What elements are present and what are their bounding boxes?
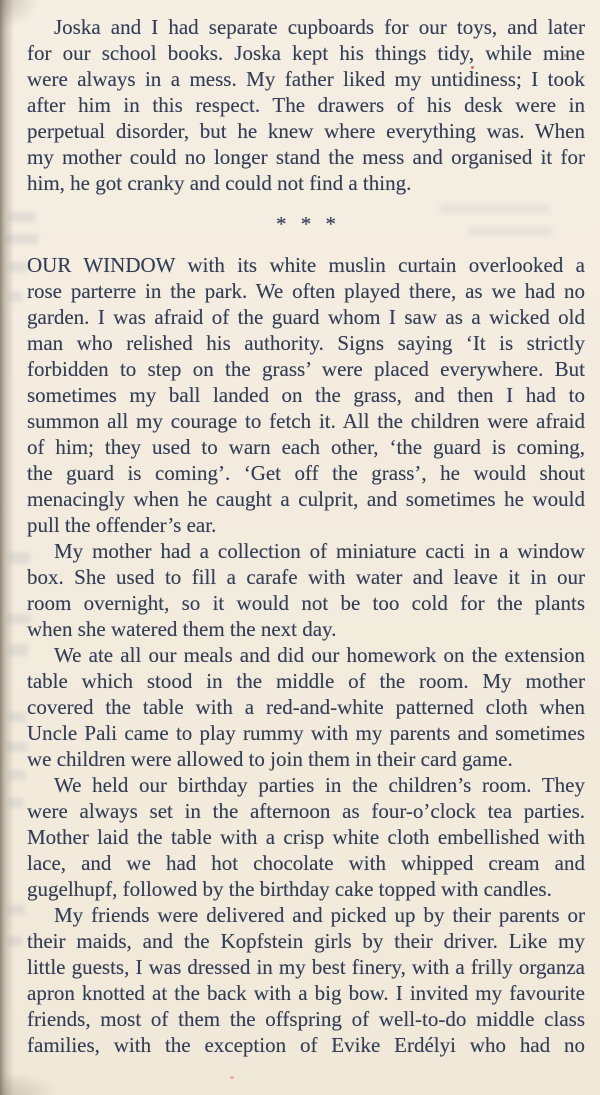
paragraph (27, 252, 585, 538)
text-line: We held our birthday parties in the children’s room. They (54, 773, 585, 797)
text-line: my mother could no longer stand the mess and organised it for (27, 145, 585, 169)
text-line: pull the offender’s ear. (27, 513, 217, 537)
paragraph (27, 772, 585, 902)
text-line: him, he got cranky and could not find a thing. (27, 171, 412, 195)
text-line: We ate all our meals and did our homework on the extension (54, 643, 585, 667)
text-line: rose parterre in the park. We often played there, as we had no (27, 279, 585, 303)
text-line: were always set in the afternoon as four-o’clock tea parties. (27, 799, 585, 823)
section-separator: * * * (276, 212, 336, 236)
text-line: sometimes my ball landed on the grass, and then I had to (27, 383, 585, 407)
page-text (27, 14, 585, 1058)
text-line: forbidden to step on the grass’ were placed everywhere. But (27, 357, 585, 381)
text-line: little guests, I was dressed in my best finery, with a frilly organza (27, 955, 585, 979)
text-line: were always in a mess. My father liked my untidiness; I took (27, 67, 585, 91)
text-line: My friends were delivered and picked up by their parents or (54, 903, 585, 927)
text-line: lace, and we had hot chocolate with whipped cream and (27, 851, 585, 875)
text-line: their maids, and the Kopfstein girls by their driver. Like my (27, 929, 585, 953)
bleedthrough-mark (8, 292, 22, 302)
paragraph (27, 642, 585, 772)
text-line: of him; they used to warn each other, ‘the guard is coming, (27, 435, 585, 459)
text-line: covered the table with a red-and-white patterned cloth when (27, 695, 585, 719)
corner-shadow-bottom-left (0, 1071, 60, 1095)
text-line: families, with the exception of Evike Erdélyi who had no (27, 1033, 585, 1057)
text-line: apron knotted at the back with a big bow. I invited my favourite (27, 981, 585, 1005)
text-line: Mother laid the table with a crisp white cloth embellished with (27, 825, 585, 849)
bleedthrough-mark (8, 262, 28, 272)
text-line: Joska and I had separate cupboards for our toys, and later (54, 15, 585, 39)
text-line: friends, most of them the offspring of well-to-do middle class (27, 1007, 585, 1031)
text-line: we children were allowed to join them in their card game. (27, 747, 513, 771)
text-line: after him in this respect. The drawers of his desk were in (27, 93, 585, 117)
text-line: menacingly when he caught a culprit, and sometimes he would (27, 487, 585, 511)
text-line: My mother had a collection of miniature cacti in a window (54, 539, 585, 563)
bleedthrough-mark (8, 936, 22, 946)
paragraph (27, 14, 585, 196)
bleedthrough-mark (8, 712, 26, 722)
bleedthrough-mark (6, 742, 28, 752)
text-line: the guard is coming’. ‘Get off the grass’, he would shout (27, 461, 585, 485)
text-line: when she watered them the next day. (27, 617, 337, 641)
text-line: Uncle Pali came to play rummy with my parents and sometimes (27, 721, 585, 745)
ink-speck (230, 1076, 234, 1079)
text-line: man who relished his authority. Signs saying ‘It is strictly (27, 331, 585, 355)
bleedthrough-mark (7, 905, 25, 915)
text-line: gugelhupf, followed by the birthday cake topped with candles. (27, 877, 552, 901)
text-line: summon all my courage to fetch it. All the children were afraid (27, 409, 585, 433)
page-gutter-shadow (0, 0, 14, 1095)
bleedthrough-mark (8, 798, 24, 808)
paragraph (27, 538, 585, 642)
text-line: for our school books. Joska kept his things tidy, while mine (27, 41, 585, 65)
text-line: perpetual disorder, but he knew where everything was. When (27, 119, 585, 143)
bleedthrough-mark (8, 644, 28, 656)
text-line: OUR WINDOW with its white muslin curtain overlooked a (27, 253, 585, 277)
text-line: box. She used to fill a carafe with water and leave it in our (27, 565, 585, 589)
text-line: table which stood in the middle of the room. My mother (27, 669, 585, 693)
text-line: room overnight, so it would not be too cold for the plants (27, 591, 585, 615)
bleedthrough-mark (8, 770, 26, 780)
paragraph (27, 902, 585, 1058)
text-line: garden. I was afraid of the guard whom I saw as a wicked old (27, 305, 585, 329)
